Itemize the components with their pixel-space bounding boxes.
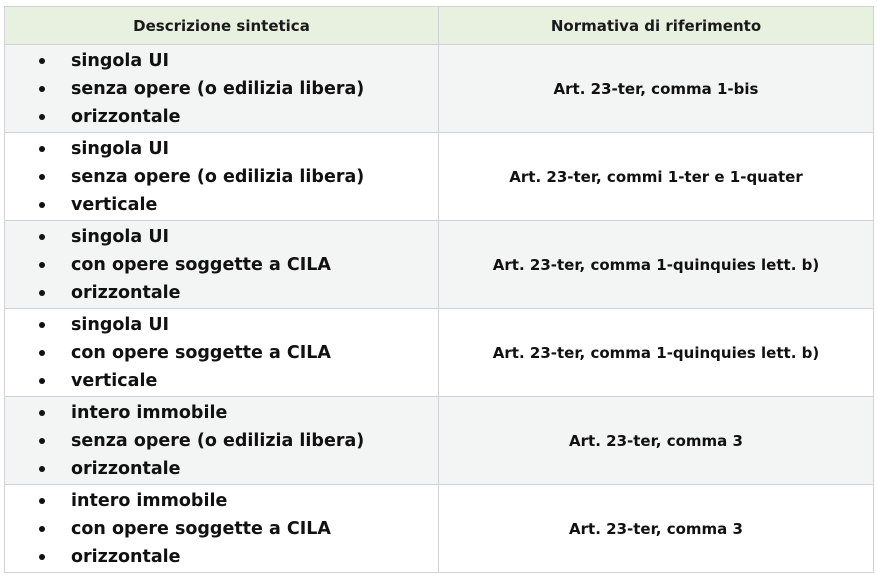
reference-table-container: [4, 6, 873, 573]
list-item: [39, 339, 438, 367]
bullet-icon: [39, 526, 45, 532]
list-item: [39, 427, 438, 455]
list-item-text: verticale: [71, 370, 158, 391]
bullet-icon: [39, 554, 45, 560]
bullet-icon: [39, 58, 45, 64]
list-item: [39, 367, 438, 395]
bullet-icon: [39, 322, 45, 328]
description-list: [5, 311, 438, 395]
bullet-icon: [39, 410, 45, 416]
reference-table: [4, 6, 874, 573]
table-row: [5, 221, 874, 309]
list-item-text: intero immobile: [71, 402, 228, 423]
list-item-text: orizzontale: [71, 106, 181, 127]
description-list: [5, 487, 438, 571]
list-item: [39, 191, 438, 219]
bullet-icon: [39, 262, 45, 268]
description-cell: [5, 221, 439, 309]
list-item-text: orizzontale: [71, 282, 181, 303]
list-item: [39, 487, 438, 515]
table-row: [5, 309, 874, 397]
list-item-text: orizzontale: [71, 458, 181, 479]
list-item: [39, 103, 438, 131]
regulation-cell: Art. 23-ter, comma 1-bis: [439, 45, 874, 133]
list-item-text: con opere soggette a CILA: [71, 254, 331, 275]
description-list: [5, 135, 438, 219]
list-item-text: singola UI: [71, 138, 170, 159]
list-item: [39, 47, 438, 75]
bullet-icon: [39, 466, 45, 472]
description-list: [5, 223, 438, 307]
bullet-icon: [39, 146, 45, 152]
list-item: [39, 399, 438, 427]
description-list: [5, 47, 438, 131]
bullet-icon: [39, 234, 45, 240]
list-item-text: singola UI: [71, 50, 170, 71]
description-cell: [5, 133, 439, 221]
list-item-text: senza opere (o edilizia libera): [71, 78, 365, 99]
list-item-text: senza opere (o edilizia libera): [71, 166, 365, 187]
list-item-text: con opere soggette a CILA: [71, 518, 331, 539]
list-item-text: singola UI: [71, 314, 170, 335]
table-row: [5, 45, 874, 133]
list-item: [39, 455, 438, 483]
bullet-icon: [39, 174, 45, 180]
header-regulation: Normativa di riferimento: [439, 7, 874, 45]
header-description: Descrizione sintetica: [5, 7, 439, 45]
description-list: [5, 399, 438, 483]
table-header-row: [5, 7, 874, 45]
description-cell: [5, 45, 439, 133]
list-item: [39, 135, 438, 163]
list-item: [39, 279, 438, 307]
bullet-icon: [39, 86, 45, 92]
table-row: [5, 485, 874, 573]
list-item-text: orizzontale: [71, 546, 181, 567]
list-item-text: singola UI: [71, 226, 170, 247]
list-item: [39, 515, 438, 543]
regulation-cell: Art. 23-ter, comma 3: [439, 397, 874, 485]
bullet-icon: [39, 202, 45, 208]
regulation-cell: Art. 23-ter, comma 1-quinquies lett. b): [439, 309, 874, 397]
list-item: [39, 163, 438, 191]
description-cell: [5, 485, 439, 573]
bullet-icon: [39, 378, 45, 384]
bullet-icon: [39, 290, 45, 296]
bullet-icon: [39, 350, 45, 356]
table-row: [5, 133, 874, 221]
list-item-text: con opere soggette a CILA: [71, 342, 331, 363]
regulation-cell: Art. 23-ter, comma 1-quinquies lett. b): [439, 221, 874, 309]
list-item: [39, 75, 438, 103]
description-cell: [5, 309, 439, 397]
regulation-cell: Art. 23-ter, comma 3: [439, 485, 874, 573]
description-cell: [5, 397, 439, 485]
bullet-icon: [39, 438, 45, 444]
list-item-text: verticale: [71, 194, 158, 215]
list-item-text: senza opere (o edilizia libera): [71, 430, 365, 451]
list-item: [39, 543, 438, 571]
bullet-icon: [39, 498, 45, 504]
list-item-text: intero immobile: [71, 490, 228, 511]
regulation-cell: Art. 23-ter, commi 1-ter e 1-quater: [439, 133, 874, 221]
table-row: [5, 397, 874, 485]
list-item: [39, 251, 438, 279]
bullet-icon: [39, 114, 45, 120]
list-item: [39, 311, 438, 339]
list-item: [39, 223, 438, 251]
